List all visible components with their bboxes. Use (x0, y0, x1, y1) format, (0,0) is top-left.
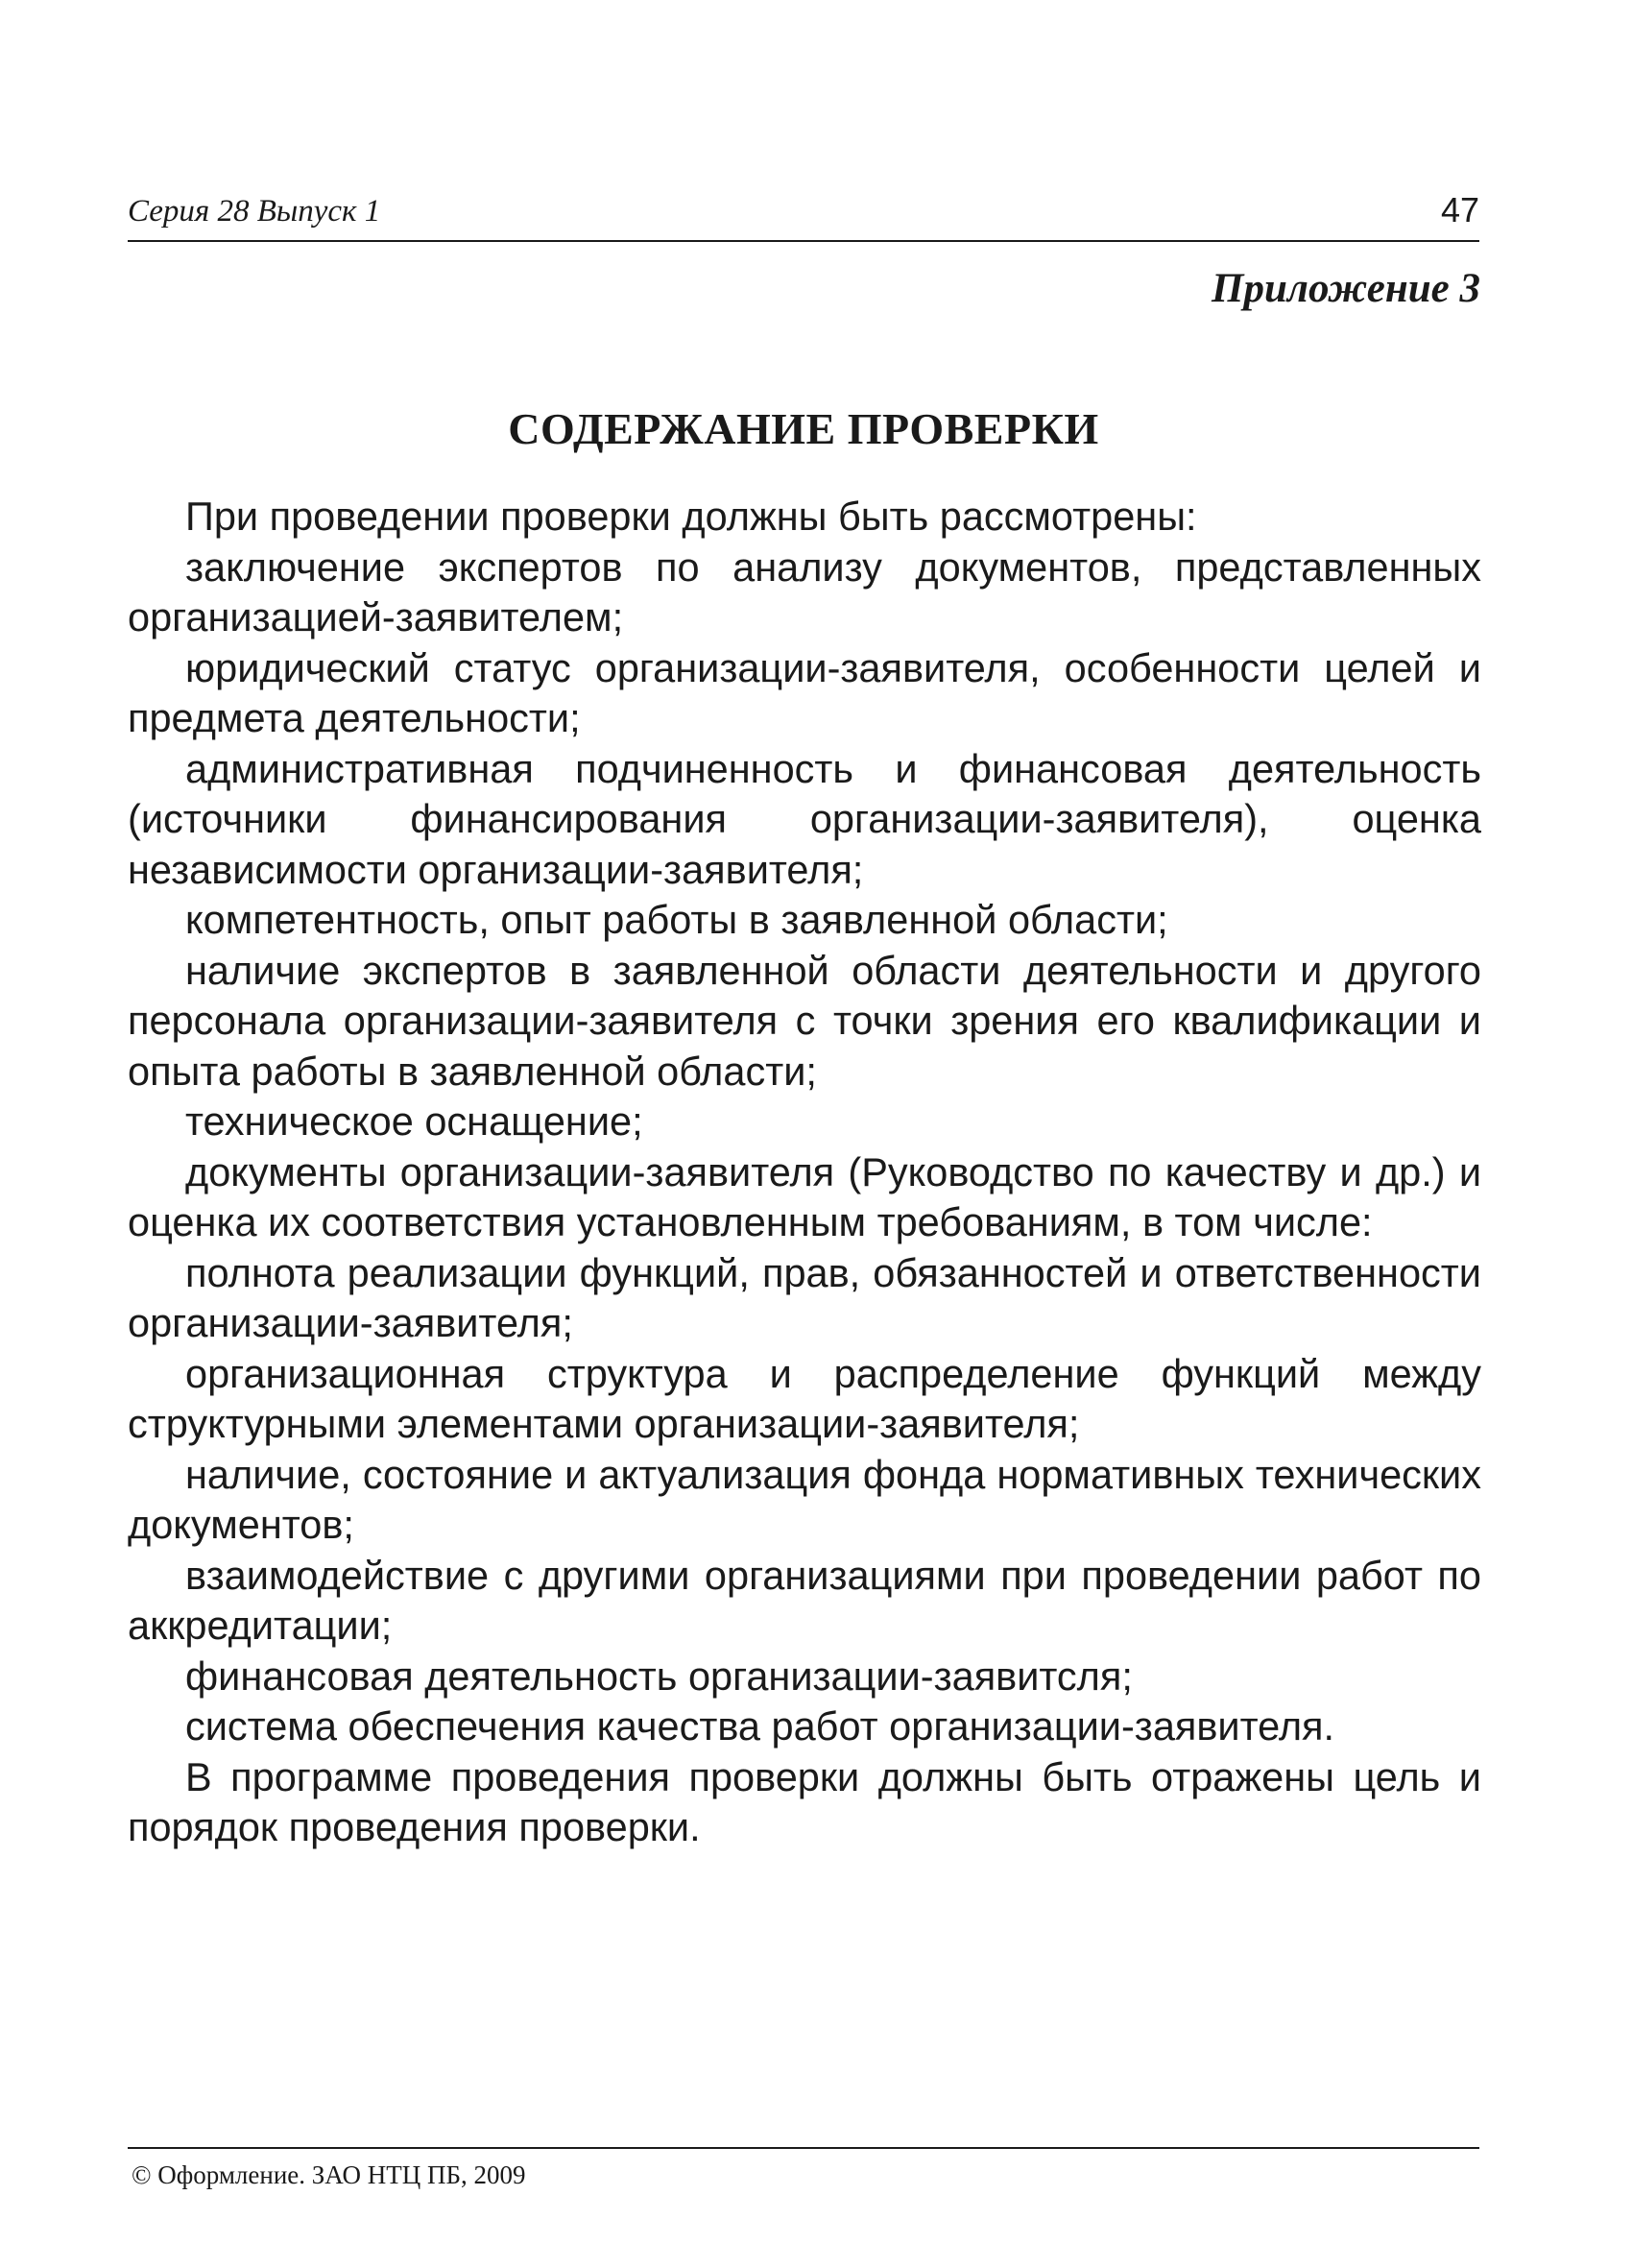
paragraph: наличие экспертов в заявленной области деятельности и другого персонала организации-заявителя с точки зрения его квалификации и опыта работы в заявленной области; (128, 947, 1481, 1094)
paragraph: административная подчиненность и финансовая деятельность (источники финансирования организации-заявителя), оценка независимости организации-заявителя; (128, 745, 1481, 892)
paragraph: юридический статус организации-заявителя, особенности целей и предмета деятельности; (128, 644, 1481, 740)
paragraph: документы организации-заявителя (Руководство по качеству и др.) и оценка их соответствия установленным требованиям, в том числе: (128, 1148, 1481, 1244)
body-text (128, 492, 1481, 1853)
series-label: Серия 28 Выпуск 1 (128, 194, 381, 229)
paragraph: При проведении проверки должны быть рассмотрены: (185, 494, 1197, 539)
footer-divider (128, 2147, 1479, 2149)
paragraph: система обеспечения качества работ организации-заявителя. (185, 1703, 1335, 1749)
footer-copyright: © Оформление. ЗАО НТЦ ПБ, 2009 (132, 2160, 526, 2189)
paragraph: организационная структура и распределение функций между структурными элементами организации-заявителя; (128, 1350, 1481, 1446)
paragraph: финансовая деятельность организации-заявитсля; (185, 1653, 1133, 1699)
paragraph: наличие, состояние и актуализация фонда нормативных технических документов; (128, 1451, 1481, 1547)
page-title: СОДЕРЖАНИЕ ПРОВЕРКИ (508, 404, 1099, 453)
header-divider (128, 240, 1479, 242)
paragraph: компетентность, опыт работы в заявленной области; (185, 897, 1168, 942)
paragraph: полнота реализации функций, прав, обязанностей и ответственности организации-заявителя; (128, 1249, 1481, 1345)
paragraph: В программе проведения проверки должны быть отражены цель и порядок проведения проверки. (128, 1753, 1481, 1849)
paragraph: взаимодействие с другими организациями при проведении работ по аккредитации; (128, 1552, 1481, 1648)
paragraph: заключение экспертов по анализу документов, представленных организацией-заявителем; (128, 543, 1481, 639)
paragraph: техническое оснащение; (185, 1098, 643, 1144)
page-header (128, 190, 1479, 238)
page-number: 47 (1440, 190, 1479, 229)
appendix-label: Приложение 3 (1212, 266, 1480, 311)
